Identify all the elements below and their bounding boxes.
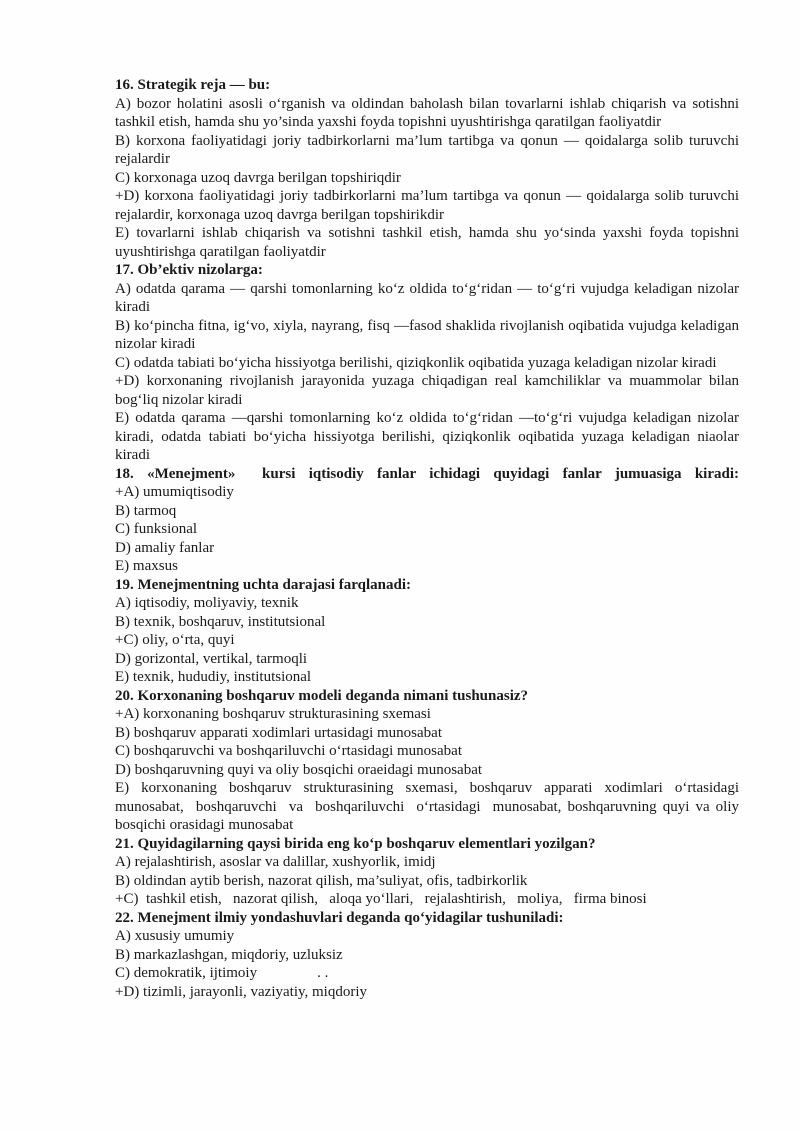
question-heading: 20. Korxonaning boshqaruv modeli deganda nimani tushunasiz? [115, 687, 529, 704]
answer-option: E) tovarlarni ishlab chiqarish va sotishni tashkil etish, hamda shu yoʻsinda yaxshi foyda topishni uyushtirishga qaratilgan faoliyatdir [115, 225, 743, 260]
answer-option: B) boshqaruv apparati xodimlari urtasidagi munosabat [115, 724, 443, 741]
answer-option: +D) tizimli, jarayonli, vaziyatiy, miqdoriy [115, 983, 368, 1000]
answer-option: +A) umumiqtisodiy [115, 484, 234, 500]
answer-option: B) oldindan aytib berish, nazorat qilish, ma’suliyat, ofis, tadbirkorlik [115, 872, 528, 889]
answer-option: +A) korxonaning boshqaruv strukturasining sxemasi [115, 706, 431, 722]
answer-option: D) gorizontal, vertikal, tarmoqli [115, 650, 308, 667]
question-heading: 22. Menejment ilmiy yondashuvlari deganda qoʻyidagilar tushuniladi: [115, 909, 564, 926]
answer-option: C) odatda tabiati boʻyicha hissiyotga berilishi, qiziqkonlik oqibatida yuzaga keladigan nizolar kiradi [115, 354, 717, 371]
answer-option: A) odatda qarama — qarshi tomonlarning koʻz oldida toʻgʻridan — toʻgʻri vujudga keladigan nizolar kiradi [115, 280, 743, 315]
question-heading: 19. Menejmentning uchta darajasi farqlanadi: [115, 576, 411, 593]
answer-option: D) boshqaruvning quyi va oliy bosqichi oraeidagi munosabat [115, 761, 483, 778]
answer-option: +D) korxonaning rivojlanish jarayonida yuzaga chiqadigan real kamchiliklar va muammolar bilan bogʻliq nizolar kiradi [115, 373, 743, 408]
answer-option: E) maxsus [115, 558, 178, 574]
question-heading: 16. Strategik reja — bu: [115, 77, 271, 93]
answer-option: B) texnik, boshqaruv, institutsional [115, 613, 326, 630]
answer-option: +C) oliy, oʻrta, quyi [115, 632, 235, 648]
question-block [115, 835, 739, 909]
question-block [115, 909, 739, 1002]
answer-option: B) markazlashgan, miqdoriy, uzluksiz [115, 946, 343, 963]
question-block [115, 687, 743, 835]
answer-option: C) boshqaruvchi va boshqariluvchi oʻrtasidagi munosabat [115, 743, 463, 759]
answer-option: +C) tashkil etish, nazorat qilish, aloqa yoʻllari, rejalashtirish, moliya, firma binosi [115, 891, 647, 907]
question-block [115, 261, 743, 465]
question-heading: 17. Ob’ektiv nizolarga: [115, 262, 263, 278]
questions-list [115, 76, 743, 1001]
question-block [115, 76, 743, 261]
question-heading: 18. «Menejment» kursi iqtisodiy fanlar ichidagi quyidagi fanlar jumuasiga kiradi: [115, 465, 739, 482]
answer-option: E) texnik, hududiy, institutsional [115, 669, 312, 685]
answer-option: A) bozor holatini asosli oʻrganish va oldindan baholash bilan tovarlarni ishlab chiqarish va sotishni tashkil etish, hamda shu yo’sinda yaxshi foyda topishni uyushtirishga qaratilgan faoliyatdir [115, 95, 743, 130]
answer-option: A) xususiy umumiy [115, 928, 235, 944]
answer-option: C) demokratik, ijtimoiy . . [115, 965, 329, 981]
answer-option: B) koʻpincha fitna, igʻvo, xiyla, nayrang, fisq —fasod shaklida rivojlanish oqibatida vujudga keladigan nizolar kiradi [115, 317, 743, 352]
question-block [115, 576, 739, 687]
answer-option: A) iqtisodiy, moliyaviy, texnik [115, 595, 299, 611]
question-block [115, 465, 739, 576]
answer-option: B) tarmoq [115, 502, 177, 519]
answer-option: D) amaliy fanlar [115, 539, 215, 556]
answer-option: B) korxona faoliyatidagi joriy tadbirkorlarni ma’lum tartibga va qonun — qoidalarga solib turuvchi rejalardir [115, 132, 743, 167]
question-heading: 21. Quyidagilarning qaysi birida eng koʻp boshqaruv elementlari yozilgan? [115, 835, 596, 852]
answer-option: E) korxonaning boshqaruv strukturasining sxemasi, boshqaruv apparati xodimlari oʻrtasidagi munosabat, boshqaruvchi va boshqariluvchi oʻrtasidagi munosabat, boshqaruvning quyi va oliy bosqichi orasidagi munosabat [115, 780, 743, 833]
answer-option: +D) korxona faoliyatidagi joriy tadbirkorlarni ma’lum tartibga va qonun — qoidalarga solib turuvchi rejalardir, korxonaga uzoq davrga berilgan topshirikdir [115, 188, 743, 223]
answer-option: C) korxonaga uzoq davrga berilgan topshiriqdir [115, 169, 401, 186]
answer-option: C) funksional [115, 521, 198, 537]
answer-option: E) odatda qarama —qarshi tomonlarning koʻz oldida toʻgʻridan —toʻgʻri vujudga keladigan nizolar kiradi, odatda tabiati boʻyicha hissiyotga berilishi, qiziqkonlik oqibatida yuzaga keladigan niaolar kiradi [115, 410, 743, 463]
answer-option: A) rejalashtirish, asoslar va dalillar, xushyorlik, imidj [115, 854, 436, 870]
